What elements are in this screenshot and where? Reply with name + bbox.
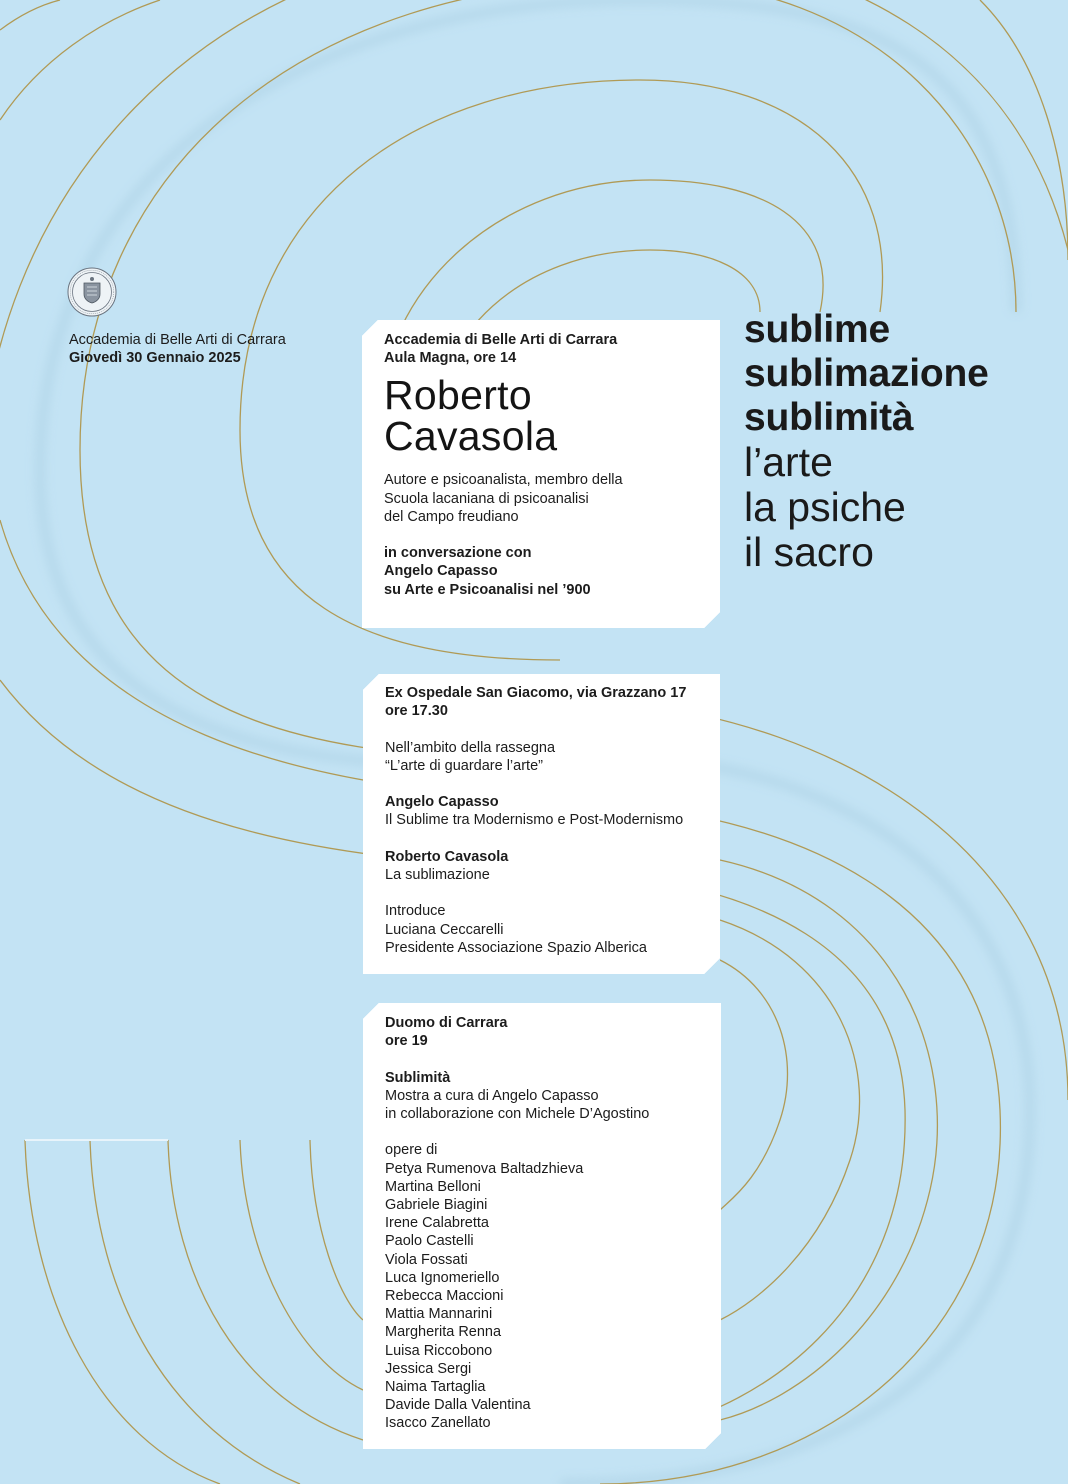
artist-name: Isacco Zanellato [385,1415,491,1432]
event2-talk2-speaker: Roberto Cavasola [385,848,509,865]
event1-conversation-line: Angelo Capasso [384,563,498,580]
academy-seal-logo [67,267,117,317]
artist-name: Martina Belloni [385,1178,481,1195]
event3-exhibition-title: Sublimità [385,1069,451,1086]
event1-bio-line: Autore e psicoanalista, membro della [384,472,623,489]
speaker-first-name: Roberto [384,372,532,419]
event-title [744,308,989,575]
event3-place: Duomo di Carrara [385,1015,508,1031]
event2-talk1-speaker: Angelo Capasso [385,794,499,811]
event3-works-by: opere di [385,1142,438,1159]
subtitle-line-sacro: il sacro [744,529,874,575]
artist-name: Jessica Sergi [385,1360,472,1377]
header-block [69,331,286,367]
event2-context-line: “L’arte di guardare l’arte” [385,757,543,774]
event1-bio-line: Scuola lacaniana di psicoanalisi [384,490,589,507]
event-card-accademia [362,320,720,628]
artist-name: Rebecca Maccioni [385,1288,504,1305]
event-card-duomo [363,1003,721,1449]
artist-name: Davide Dalla Valentina [385,1397,531,1414]
artist-name: Luisa Riccobono [385,1342,493,1359]
event-card-ospedale [363,674,720,974]
artist-name: Naima Tartaglia [385,1379,486,1396]
event3-collaboration: in collaborazione con Michele D’Agostino [385,1106,650,1122]
event1-conversation-line: in conversazione con [384,545,532,562]
title-line-sublime: sublime [744,308,890,351]
title-line-sublimita: sublimità [744,396,914,439]
artist-name: Luca Ignomeriello [385,1269,500,1286]
artist-name: Viola Fossati [385,1251,468,1268]
event2-intro-line: Presidente Associazione Spazio Alberica [385,939,647,956]
event2-context-line: Nell’ambito della rassegna [385,739,556,756]
artist-name: Gabriele Biagini [385,1197,488,1213]
event1-place: Accademia di Belle Arti di Carrara [384,332,618,348]
artist-name: Paolo Castelli [385,1233,474,1250]
artist-name: Margherita Renna [385,1324,502,1341]
artist-name: Mattia Mannarini [385,1306,493,1323]
subtitle-line-psiche: la psiche [744,484,906,530]
artist-name: Petya Rumenova Baltadzhieva [385,1160,584,1177]
title-line-sublimazione: sublimazione [744,352,989,395]
event-date: Giovedì 30 Gennaio 2025 [69,350,241,366]
subtitle-line-arte: l’arte [744,439,833,485]
event1-bio-line: del Campo freudiano [384,508,519,525]
artist-name: Irene Calabretta [385,1215,489,1232]
event2-intro-line: Introduce [385,903,446,920]
speaker-last-name: Cavasola [384,413,558,460]
event1-room-time: Aula Magna, ore 14 [384,350,517,367]
event2-talk1-title: Il Sublime tra Modernismo e Post-Modernismo [385,812,684,829]
event3-time: ore 19 [385,1033,428,1050]
event2-talk2-title: La sublimazione [385,866,490,883]
event2-place: Ex Ospedale San Giacomo, via Grazzano 17 [385,685,687,701]
speaker-name [384,372,710,460]
event2-intro-line: Luciana Ceccarelli [385,921,504,938]
institution-name: Accademia di Belle Arti di Carrara [69,332,286,348]
event1-conversation-line: su Arte e Psicoanalisi nel ’900 [384,581,591,598]
event3-curator: Mostra a cura di Angelo Capasso [385,1087,599,1104]
event2-time: ore 17.30 [385,703,448,720]
